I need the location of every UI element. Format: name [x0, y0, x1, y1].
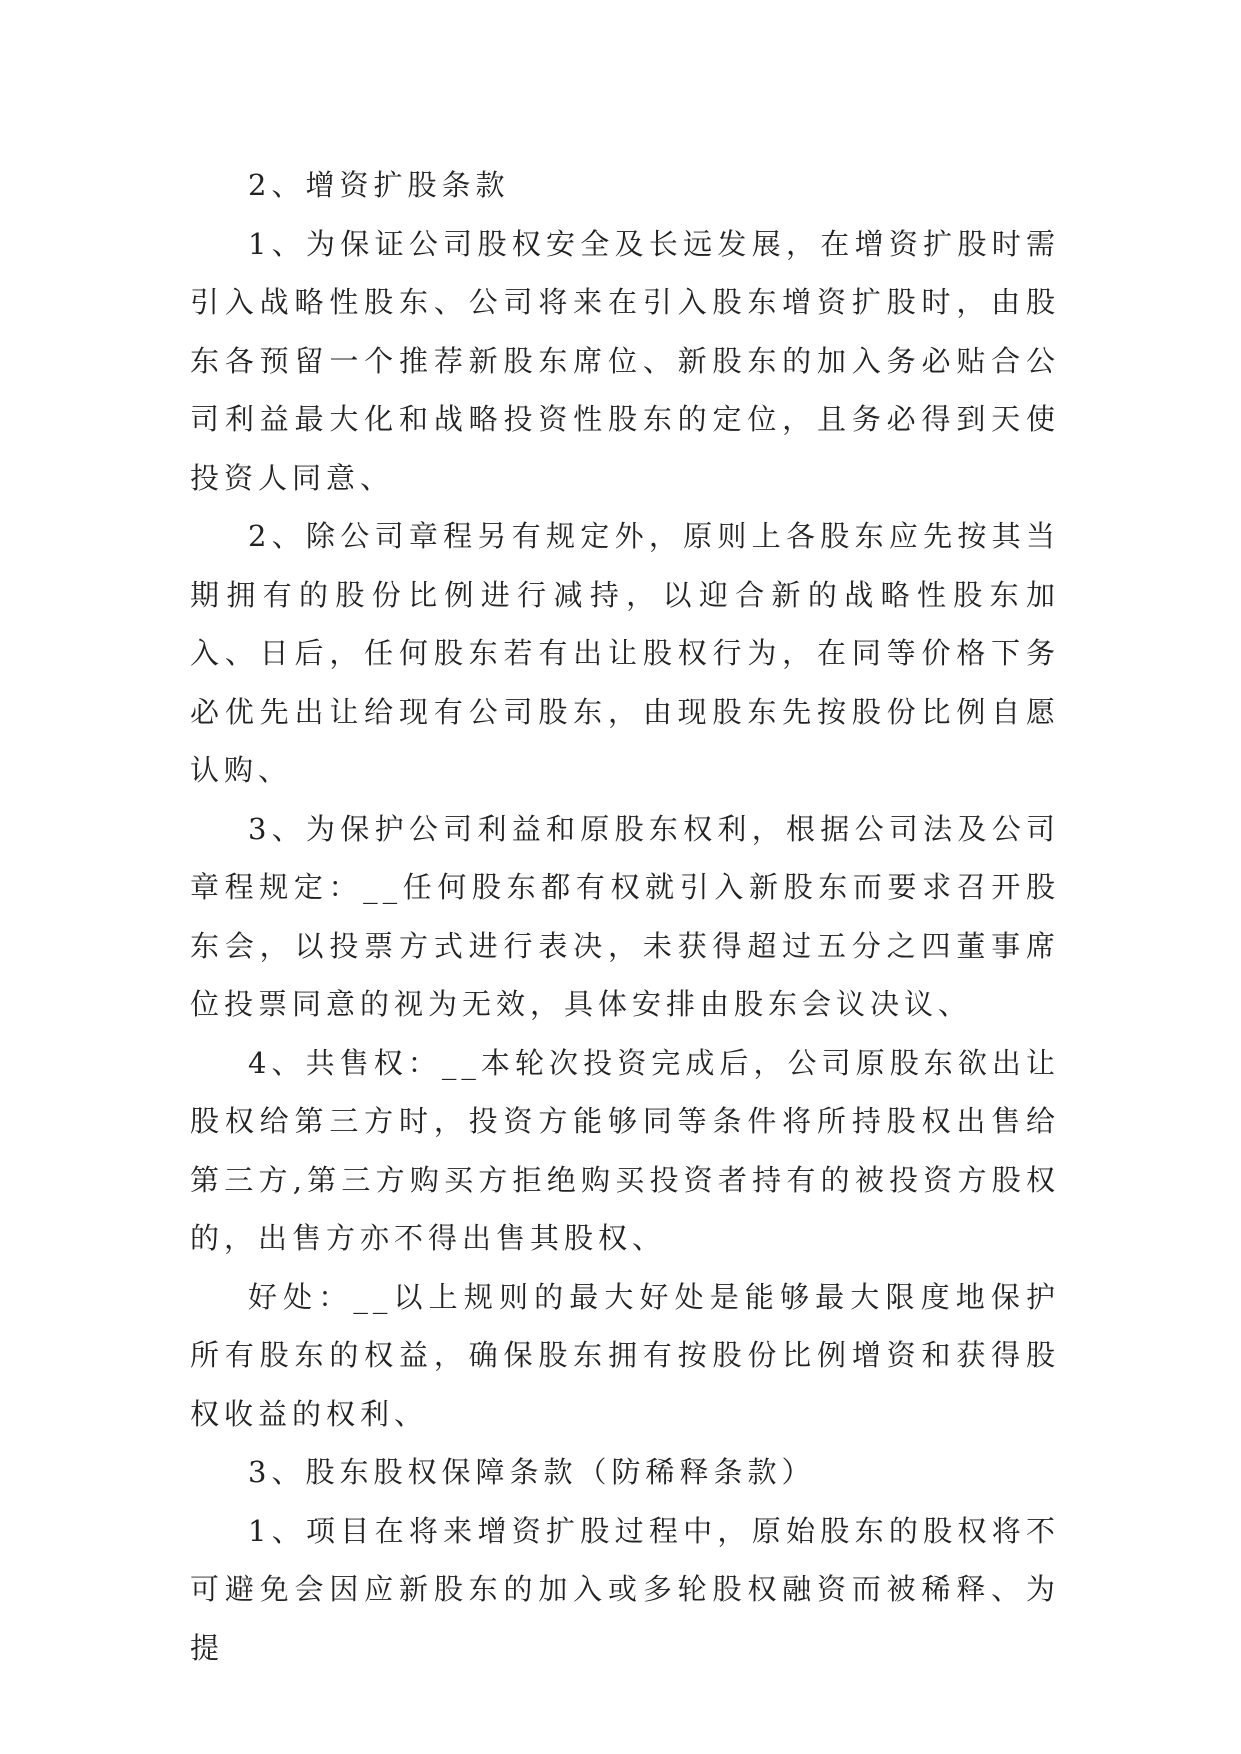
section-heading-capital-increase: 2、增资扩股条款 — [248, 168, 510, 202]
paragraph-clause-1: 1、为保证公司股权安全及长远发展，在增资扩股时需引入战略性股东、公司将来在引入股东增资扩股时，由股东各预留一个推荐新股东席位、新股东的加入务必贴合公司利益最大化和战略投资性股东的定位，且务必得到天使投资人同意、 — [190, 226, 1060, 495]
paragraph-clause-2: 2、除公司章程另有规定外，原则上各股东应先按其当期拥有的股份比例进行减持，以迎合新的战略性股东加入、日后，任何股东若有出让股权行为，在同等价格下务必优先出让给现有公司股东，由现股东先按股份比例自愿认购、 — [190, 519, 1060, 787]
paragraph-anti-dilution-1: 1、项目在将来增资扩股过程中，原始股东的股权将不可避免会因应新股东的加入或多轮股权融资而被稀释、为提 — [190, 1513, 1060, 1665]
paragraph-clause-4-co-sale: 4、共售权：__本轮次投资完成后，公司原股东欲出让股权给第三方时，投资方能够同等条件将所持股权出售给第三方,第三方购买方拒绝购买投资者持有的被投资方股权的，出售方亦不得出售其股权、 — [190, 1045, 1060, 1255]
section-heading-anti-dilution: 3、股东股权保障条款（防稀释条款） — [248, 1455, 816, 1489]
paragraph-benefits: 好处：__以上规则的最大好处是能够最大限度地保护所有股东的权益，确保股东拥有按股份比例增资和获得股权收益的权利、 — [190, 1279, 1060, 1431]
document-body — [190, 156, 1060, 1677]
paragraph-clause-3: 3、为保护公司利益和原股东权利，根据公司法及公司章程规定：__任何股东都有权就引入新股东而要求召开股东会，以投票方式进行表决，未获得超过五分之四董事席位投票同意的视为无效，具体安排由股东会议决议、 — [190, 811, 1060, 1021]
